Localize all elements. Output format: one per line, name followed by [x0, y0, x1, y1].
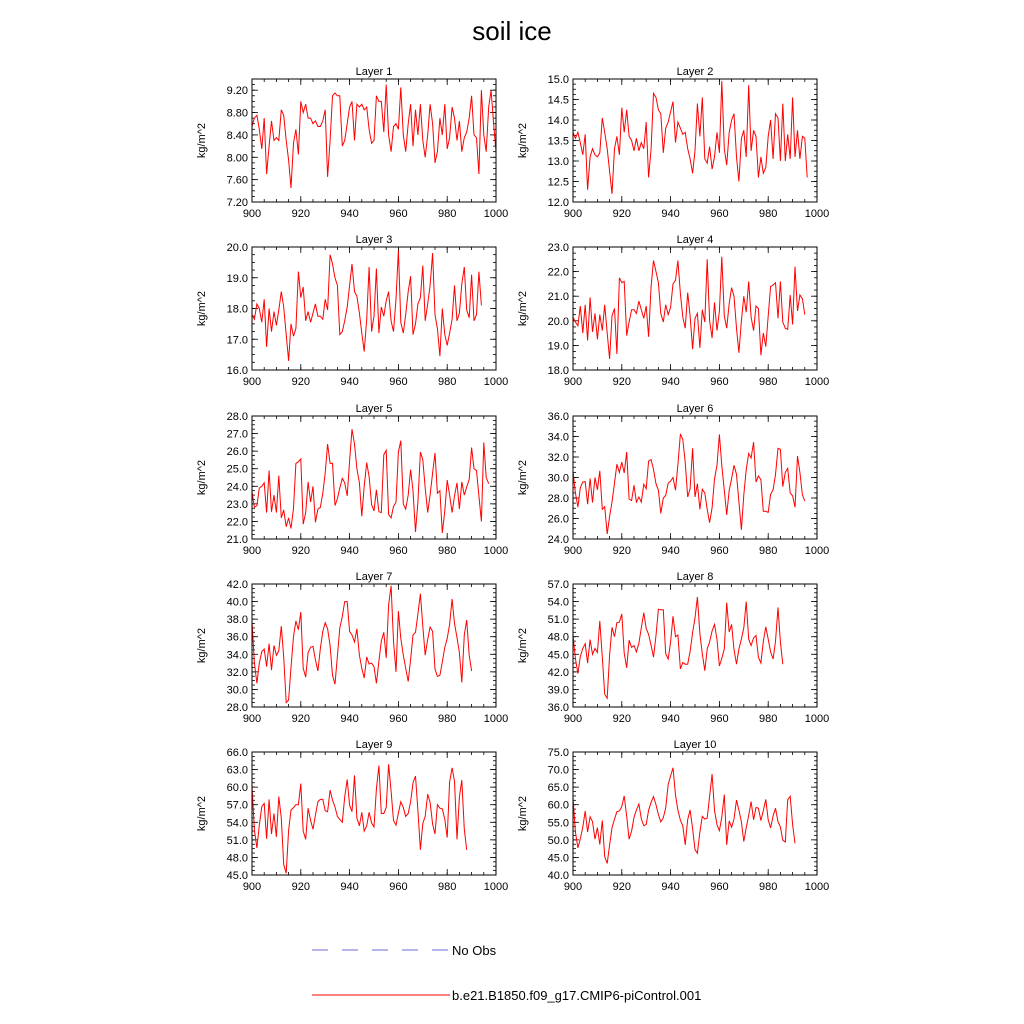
x-tick-label: 1000: [483, 208, 509, 220]
y-tick-label: 39.0: [547, 684, 569, 697]
chart-panel: [196, 571, 508, 725]
x-tick-label: 960: [710, 713, 729, 725]
y-tick-label: 19.0: [226, 272, 248, 285]
x-tick-label: 940: [340, 376, 359, 388]
x-tick-label: 920: [612, 208, 631, 220]
y-tick-label: 48.0: [547, 631, 569, 644]
x-tick-label: 980: [759, 881, 778, 893]
y-tick-label: 20.0: [547, 315, 569, 328]
x-tick-label: 1000: [483, 713, 509, 725]
panel-title: Layer 6: [676, 403, 714, 415]
panel-title: Layer 4: [676, 234, 714, 246]
y-axis-label: kg/m^2: [196, 459, 208, 496]
panel-title: Layer 1: [355, 66, 393, 78]
y-tick-label: 24.0: [226, 481, 248, 494]
x-tick-label: 1000: [804, 545, 830, 557]
x-tick-label: 980: [438, 208, 457, 220]
x-tick-label: 920: [612, 545, 631, 557]
y-axis-label: kg/m^2: [196, 627, 208, 664]
y-axis-label: kg/m^2: [517, 122, 529, 159]
x-tick-label: 920: [612, 881, 631, 893]
y-axis-label: kg/m^2: [196, 290, 208, 327]
chart-panel: [517, 66, 829, 220]
y-axis-label: kg/m^2: [196, 795, 208, 832]
y-tick-label: 28.0: [547, 493, 569, 505]
x-tick-label: 940: [340, 713, 359, 725]
y-tick-label: 32.0: [547, 452, 569, 464]
y-tick-label: 26.0: [547, 513, 569, 526]
plot-frame: [252, 752, 496, 875]
y-tick-label: 8.40: [226, 129, 248, 142]
y-tick-label: 60.0: [226, 782, 248, 795]
y-tick-label: 8.80: [226, 107, 248, 120]
figure-title: soil ice: [472, 16, 552, 46]
y-tick-label: 50.0: [547, 834, 569, 847]
y-tick-label: 70.0: [547, 764, 569, 777]
x-tick-label: 980: [438, 881, 457, 893]
x-tick-label: 900: [563, 545, 583, 557]
y-tick-label: 28.0: [226, 411, 248, 423]
y-tick-label: 17.0: [226, 334, 248, 347]
x-tick-label: 980: [759, 713, 778, 725]
x-tick-label: 900: [242, 881, 262, 893]
y-tick-label: 40.0: [547, 870, 569, 882]
panel-title: Layer 7: [355, 571, 393, 583]
x-tick-label: 920: [291, 376, 310, 388]
panel-title: Layer 9: [355, 739, 393, 751]
panel-title: Layer 5: [355, 403, 393, 415]
y-tick-label: 60.0: [547, 799, 569, 812]
legend-entry-no-obs: [312, 940, 496, 960]
y-tick-label: 30.0: [226, 684, 248, 697]
x-tick-label: 920: [291, 208, 310, 220]
y-tick-label: 38.0: [226, 614, 248, 627]
y-tick-label: 34.0: [547, 431, 569, 444]
y-tick-label: 45.0: [226, 870, 248, 882]
y-tick-label: 54.0: [226, 817, 248, 830]
x-tick-label: 900: [563, 376, 583, 388]
plot-frame: [573, 752, 817, 875]
plot-frame: [573, 416, 817, 539]
x-tick-label: 1000: [804, 208, 830, 220]
y-tick-label: 42.0: [547, 666, 569, 679]
x-tick-label: 1000: [804, 713, 830, 725]
y-tick-label: 14.0: [547, 115, 569, 127]
y-tick-label: 9.20: [226, 85, 248, 98]
x-tick-label: 900: [242, 376, 262, 388]
y-tick-label: 7.20: [226, 197, 248, 209]
y-tick-label: 16.0: [226, 365, 248, 377]
y-tick-label: 32.0: [226, 666, 248, 679]
plot-frame: [252, 584, 496, 707]
x-tick-label: 940: [661, 881, 680, 893]
series-line: [573, 597, 783, 698]
y-tick-label: 36.0: [547, 411, 569, 423]
x-tick-label: 900: [242, 713, 262, 725]
x-tick-label: 920: [291, 545, 310, 557]
panel-title: Layer 10: [673, 739, 717, 751]
x-tick-label: 1000: [483, 545, 509, 557]
legend-swatch-no-obs: [312, 940, 450, 960]
x-tick-label: 900: [563, 208, 583, 220]
chart-panel: [196, 234, 508, 388]
y-tick-label: 27.0: [226, 428, 248, 441]
y-tick-label: 26.0: [226, 446, 248, 459]
legend-swatch-model: [312, 985, 450, 1005]
x-tick-label: 1000: [483, 376, 509, 388]
x-tick-label: 980: [759, 208, 778, 220]
series-line: [252, 429, 489, 533]
x-tick-label: 960: [389, 376, 408, 388]
y-tick-label: 8.00: [226, 152, 248, 165]
y-axis-label: kg/m^2: [517, 459, 529, 496]
y-tick-label: 19.0: [547, 340, 569, 353]
panel-title: Layer 3: [355, 234, 393, 246]
x-tick-label: 960: [710, 208, 729, 220]
y-tick-label: 7.60: [226, 174, 248, 187]
y-tick-label: 65.0: [547, 782, 569, 795]
y-tick-label: 57.0: [226, 799, 248, 812]
series-line: [573, 768, 795, 864]
y-axis-label: kg/m^2: [196, 122, 208, 159]
y-tick-label: 66.0: [226, 747, 248, 759]
chart-panel: [517, 571, 829, 725]
plot-frame: [252, 416, 496, 539]
chart-panel: [517, 403, 829, 557]
legend-label-no-obs: No Obs: [452, 942, 497, 958]
y-tick-label: 28.0: [226, 702, 248, 714]
y-tick-label: 23.0: [226, 498, 248, 511]
y-tick-label: 42.0: [226, 579, 248, 591]
y-tick-label: 45.0: [547, 649, 569, 662]
x-tick-label: 960: [389, 545, 408, 557]
x-tick-label: 980: [759, 376, 778, 388]
x-tick-label: 900: [242, 208, 262, 220]
x-tick-label: 980: [438, 376, 457, 388]
chart-panel: [196, 66, 508, 220]
y-axis-label: kg/m^2: [517, 627, 529, 664]
x-tick-label: 980: [438, 713, 457, 725]
y-tick-label: 45.0: [547, 852, 569, 865]
x-tick-label: 960: [389, 713, 408, 725]
x-tick-label: 940: [661, 208, 680, 220]
y-tick-label: 51.0: [226, 834, 248, 847]
series-line: [252, 764, 467, 873]
x-tick-label: 1000: [483, 881, 509, 893]
x-tick-label: 960: [710, 881, 729, 893]
y-tick-label: 23.0: [547, 242, 569, 254]
y-tick-label: 48.0: [226, 852, 248, 865]
x-tick-label: 900: [242, 545, 262, 557]
x-tick-label: 960: [389, 881, 408, 893]
x-tick-label: 900: [563, 713, 583, 725]
series-line: [252, 586, 472, 703]
x-tick-label: 960: [710, 545, 729, 557]
panel-title: Layer 8: [676, 571, 714, 583]
y-tick-label: 20.0: [226, 242, 248, 254]
y-tick-label: 25.0: [226, 463, 248, 476]
series-line: [252, 250, 481, 361]
y-tick-label: 36.0: [547, 702, 569, 714]
y-tick-label: 18.0: [226, 303, 248, 316]
y-tick-label: 24.0: [547, 534, 569, 546]
y-tick-label: 54.0: [547, 596, 569, 609]
x-tick-label: 940: [340, 545, 359, 557]
y-axis-label: kg/m^2: [517, 795, 529, 832]
x-tick-label: 920: [291, 713, 310, 725]
y-tick-label: 12.5: [547, 176, 569, 189]
y-tick-label: 18.0: [547, 365, 569, 377]
x-tick-label: 980: [759, 545, 778, 557]
plot-frame: [573, 79, 817, 202]
x-tick-label: 940: [661, 713, 680, 725]
x-tick-label: 940: [661, 376, 680, 388]
y-tick-label: 21.0: [547, 291, 569, 304]
y-tick-label: 30.0: [547, 472, 569, 485]
series-line: [573, 81, 807, 194]
panel-title: Layer 2: [676, 66, 714, 78]
y-tick-label: 13.5: [547, 135, 569, 148]
y-tick-label: 51.0: [547, 614, 569, 627]
legend-label-model: b.e21.B1850.f09_g17.CMIP6-piControl.001: [452, 987, 702, 1003]
y-tick-label: 15.0: [547, 74, 569, 86]
y-axis-label: kg/m^2: [517, 290, 529, 327]
legend-entry-model: [312, 985, 701, 1005]
chart-panel: [517, 739, 829, 893]
series-line: [252, 85, 496, 188]
y-tick-label: 40.0: [226, 596, 248, 609]
x-tick-label: 920: [612, 376, 631, 388]
series-line: [573, 434, 805, 534]
y-tick-label: 63.0: [226, 764, 248, 777]
y-tick-label: 36.0: [226, 631, 248, 644]
x-tick-label: 940: [340, 208, 359, 220]
y-tick-label: 12.0: [547, 197, 569, 209]
y-tick-label: 13.0: [547, 156, 569, 168]
y-tick-label: 14.5: [547, 94, 569, 107]
x-tick-label: 1000: [804, 881, 830, 893]
y-tick-label: 57.0: [547, 579, 569, 591]
series-line: [573, 257, 805, 359]
y-tick-label: 55.0: [547, 817, 569, 830]
x-tick-label: 960: [389, 208, 408, 220]
x-tick-label: 960: [710, 376, 729, 388]
x-tick-label: 940: [661, 545, 680, 557]
x-tick-label: 980: [438, 545, 457, 557]
chart-panel: [196, 739, 508, 893]
x-tick-label: 900: [563, 881, 583, 893]
x-tick-label: 940: [340, 881, 359, 893]
x-tick-label: 920: [291, 881, 310, 893]
chart-panel: [517, 234, 829, 388]
x-tick-label: 920: [612, 713, 631, 725]
y-tick-label: 21.0: [226, 534, 248, 546]
chart-panel: [196, 403, 508, 557]
x-tick-label: 1000: [804, 376, 830, 388]
y-tick-label: 34.0: [226, 649, 248, 662]
y-tick-label: 75.0: [547, 747, 569, 759]
y-tick-label: 22.0: [547, 266, 569, 279]
y-tick-label: 22.0: [226, 516, 248, 529]
